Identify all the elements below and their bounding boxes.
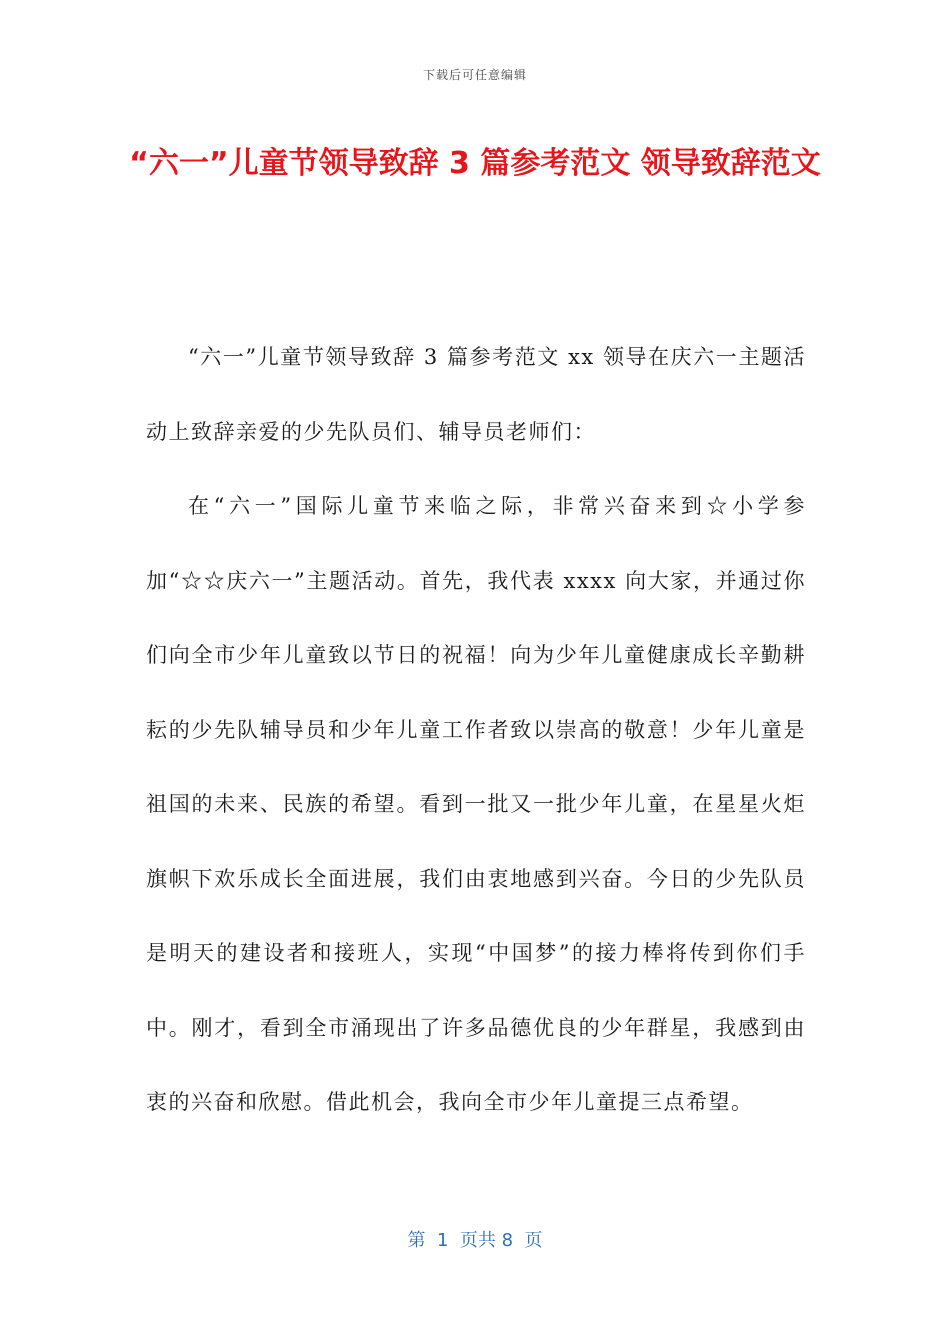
paragraph-main: 在“六一”国际儿童节来临之际，非常兴奋来到☆小学参加“☆☆庆六一”主题活动。首先，我代表 xxxx 向大家，并通过你们向全市少年儿童致以节日的祝福！向为少年儿童健康成长辛勤耕耘的少先队辅导员和少年儿童工作者致以崇高的敬意！少年儿童是祖国的未来、民族的希望。看到一批又一批少年儿童，在星星火炬旗帜下欢乐成长全面进展，我们由衷地感到兴奋。今日的少先队员是明天的建设者和接班人，实现“中国梦”的接力棒将传到你们手中。刚才，看到全市涌现出了许多品德优良的少年群星，我感到由衷的兴奋和欣慰。借此机会，我向全市少年儿童提三点希望。: [146, 494, 806, 1114]
page-header-note: 下载后可任意编辑: [422, 68, 527, 82]
page-number-footer: 第 1 页共 8 页: [407, 1230, 543, 1251]
paragraph-intro: “六一”儿童节领导致辞 3 篇参考范文 xx 领导在庆六一主题活动上致辞亲爱的少先队员们、辅导员老师们：: [146, 345, 806, 444]
document-body: [146, 320, 806, 1140]
document-title: “六一”儿童节领导致辞 3 篇参考范文 领导致辞范文: [129, 146, 821, 181]
